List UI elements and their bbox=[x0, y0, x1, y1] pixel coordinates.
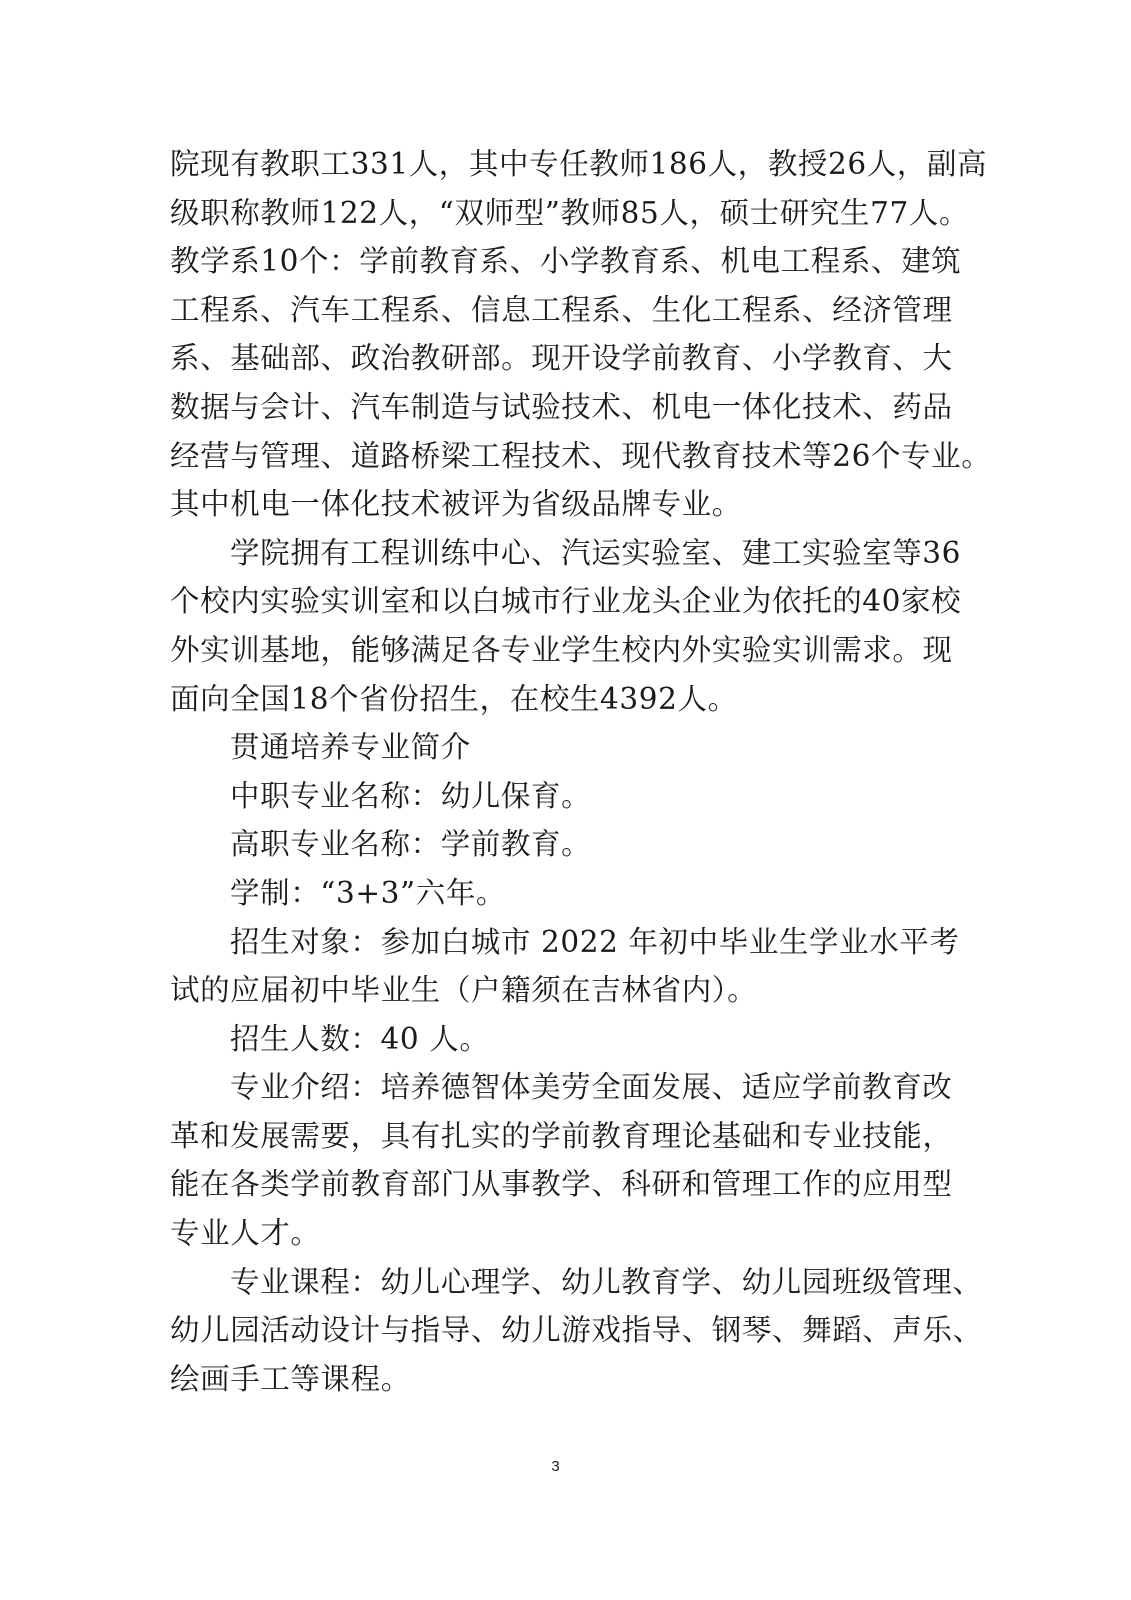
document-body bbox=[170, 140, 992, 1403]
text-line: 面向全国18个省份招生，在校生4392人。 bbox=[170, 681, 738, 716]
section-heading: 贯通培养专业简介 bbox=[230, 730, 471, 765]
text-line: 专业介绍：培养德智体美劳全面发展、适应学前教育改 bbox=[230, 1070, 953, 1105]
text-line: 幼儿园活动设计与指导、幼儿游戏指导、钢琴、舞蹈、声乐、 bbox=[170, 1313, 983, 1348]
text-line: 绘画手工等课程。 bbox=[170, 1361, 411, 1396]
text-line: 学院拥有工程训练中心、汽运实验室、建工实验室等36 bbox=[230, 535, 962, 570]
text-line: 经营与管理、道路桥梁工程技术、现代教育技术等26个专业。 bbox=[170, 438, 992, 473]
text-line: 系、基础部、政治教研部。现开设学前教育、小学教育、大 bbox=[170, 341, 953, 376]
text-line: 学制：“3+3”六年。 bbox=[230, 875, 507, 910]
text-line: 招生对象：参加白城市 2022 年初中毕业生学业水平考 bbox=[230, 924, 960, 959]
text-line: 试的应届初中毕业生（户籍须在吉林省内）。 bbox=[170, 973, 758, 1008]
text-line: 中职专业名称：幼儿保育。 bbox=[230, 778, 592, 813]
text-line: 专业课程：幼儿心理学、幼儿教育学、幼儿园班级管理、 bbox=[230, 1264, 983, 1299]
text-line: 个校内实验实训室和以白城市行业龙头企业为依托的40家校 bbox=[170, 584, 962, 619]
text-line: 工程系、汽车工程系、信息工程系、生化工程系、经济管理 bbox=[170, 292, 953, 327]
text-line: 其中机电一体化技术被评为省级品牌专业。 bbox=[170, 487, 742, 522]
text-line: 数据与会计、汽车制造与试验技术、机电一体化技术、药品 bbox=[170, 389, 953, 424]
text-line: 能在各类学前教育部门从事教学、科研和管理工作的应用型 bbox=[170, 1167, 953, 1202]
text-line: 院现有教职工331人，其中专任教师186人，教授26人，副高 bbox=[170, 147, 988, 181]
text-line: 革和发展需要，具有扎实的学前教育理论基础和专业技能， bbox=[170, 1118, 953, 1153]
text-line: 外实训基地，能够满足各专业学生校内外实验实训需求。现 bbox=[170, 632, 953, 667]
text-line: 教学系10个：学前教育系、小学教育系、机电工程系、建筑 bbox=[170, 244, 962, 279]
text-line: 招生人数：40 人。 bbox=[230, 1021, 490, 1056]
text-line: 级职称教师122人，“双师型”教师85人，硕士研究生77人。 bbox=[170, 195, 970, 230]
page-number: 3 bbox=[551, 1458, 560, 1475]
text-line: 专业人才。 bbox=[170, 1216, 321, 1251]
text-line: 高职专业名称：学前教育。 bbox=[230, 827, 592, 862]
